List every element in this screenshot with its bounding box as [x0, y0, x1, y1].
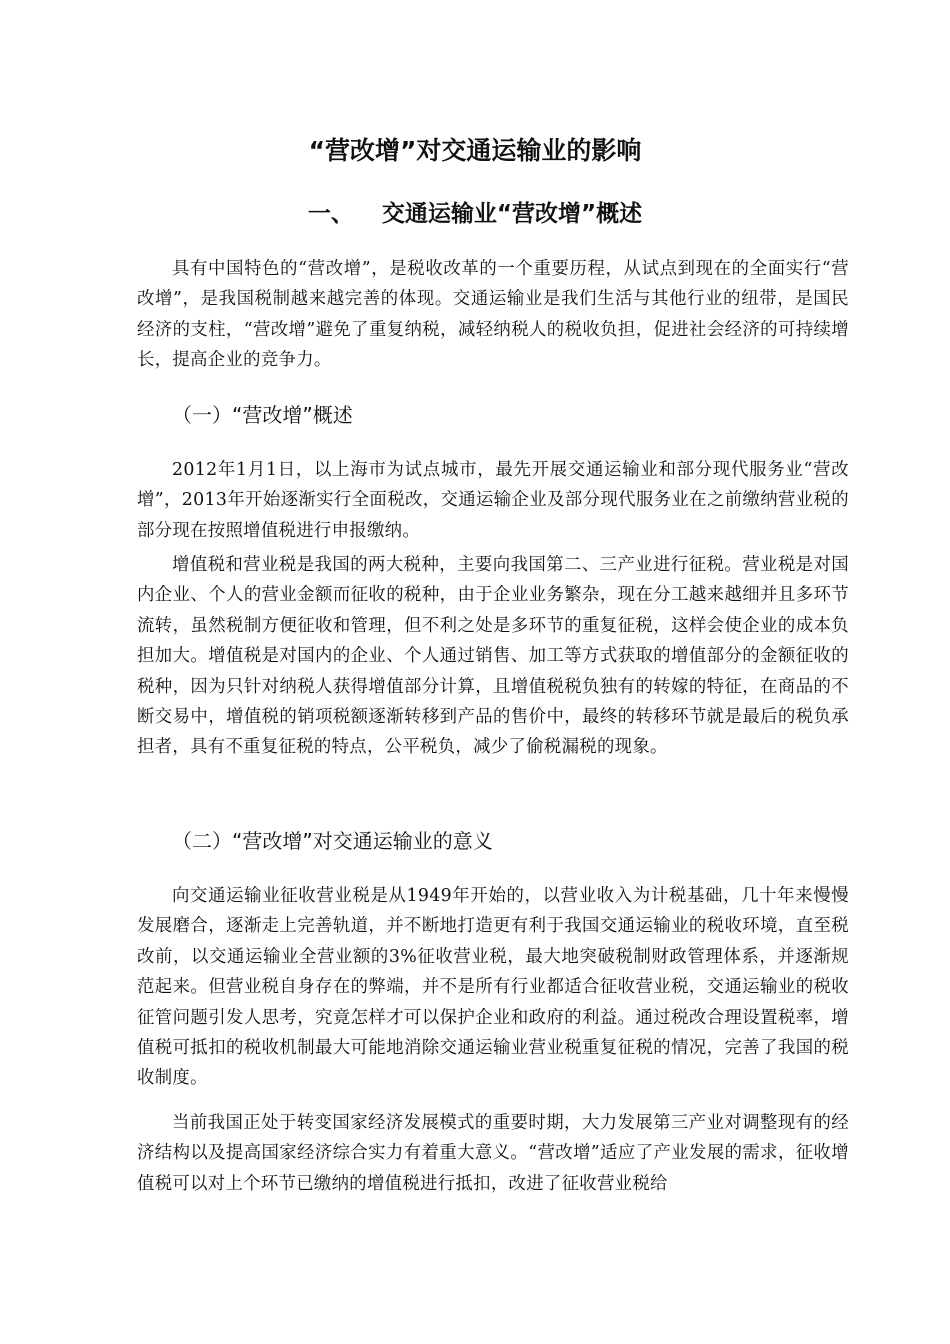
- paragraph-sub1-1: 2012年1月1日，以上海市为试点城市，最先开展交通运输业和部分现代服务业“营改增”，2013年开始逐渐实行全面税改，交通运输企业及部分现代服务业在之前缴纳营业税的部分现在按照增值税进行申报缴纳。: [137, 460, 849, 541]
- subsection-heading-1: （一）“营改增”概述: [172, 403, 353, 427]
- document-title: “营改增”对交通运输业的影响: [308, 136, 642, 165]
- intro-paragraph: 具有中国特色的“营改增”，是税收改革的一个重要历程，从试点到现在的全面实行“营改增”，是我国税制越来越完善的体现。交通运输业是我们生活与其他行业的纽带，是国民经济的支柱，“营改增”避免了重复纳税，减轻纳税人的税收负担，促进社会经济的可持续增长，提高企业的竞争力。: [137, 259, 849, 371]
- paragraph-sub2-2: 当前我国正处于转变国家经济发展模式的重要时期，大力发展第三产业对调整现有的经济结构以及提高国家经济综合实力有着重大意义。“营改增”适应了产业发展的需求，征收增值税可以对上个环节已缴纳的增值税进行抵扣，改进了征收营业税给: [137, 1113, 849, 1194]
- paragraph-sub1-2: 增值税和营业税是我国的两大税种，主要向我国第二、三产业进行征税。营业税是对国内企业、个人的营业金额而征收的税种，由于企业业务繁杂，现在分工越来越细并且多环节流转，虽然税制方便征收和管理，但不利之处是多环节的重复征税，这样会使企业的成本负担加大。增值税是对国内的企业、个人通过销售、加工等方式获取的增值部分的金额征收的税种，因为只针对纳税人获得增值部分计算，且增值税税负独有的转嫁的特征，在商品的不断交易中，增值税的销项税额逐渐转移到产品的售价中，最终的转移环节就是最后的税负承担者，具有不重复征税的特点，公平税负，减少了偷税漏税的现象。: [137, 555, 849, 758]
- section-number: 一、: [307, 201, 354, 227]
- section-heading-1: [0, 197, 950, 231]
- paragraph-sub2-1: 向交通运输业征收营业税是从1949年开始的，以营业收入为计税基础，几十年来慢慢发展磨合，逐渐走上完善轨道，并不断地打造更有利于我国交通运输业的税收环境，直至税改前，以交通运输业全营业额的3%征收营业税，最大地突破税制财政管理体系，并逐渐规范起来。但营业税自身存在的弊端，并不是所有行业都适合征收营业税，交通运输业的税收征管问题引发人思考，究竟怎样才可以保护企业和政府的利益。通过税改合理设置税率，增值税可抵扣的税收机制最大可能地消除交通运输业营业税重复征税的情况，完善了我国的税收制度。: [137, 886, 849, 1089]
- section-title: 交通运输业“营改增”概述: [381, 201, 643, 227]
- subsection-heading-2: （二）“营改增”对交通运输业的意义: [172, 829, 493, 853]
